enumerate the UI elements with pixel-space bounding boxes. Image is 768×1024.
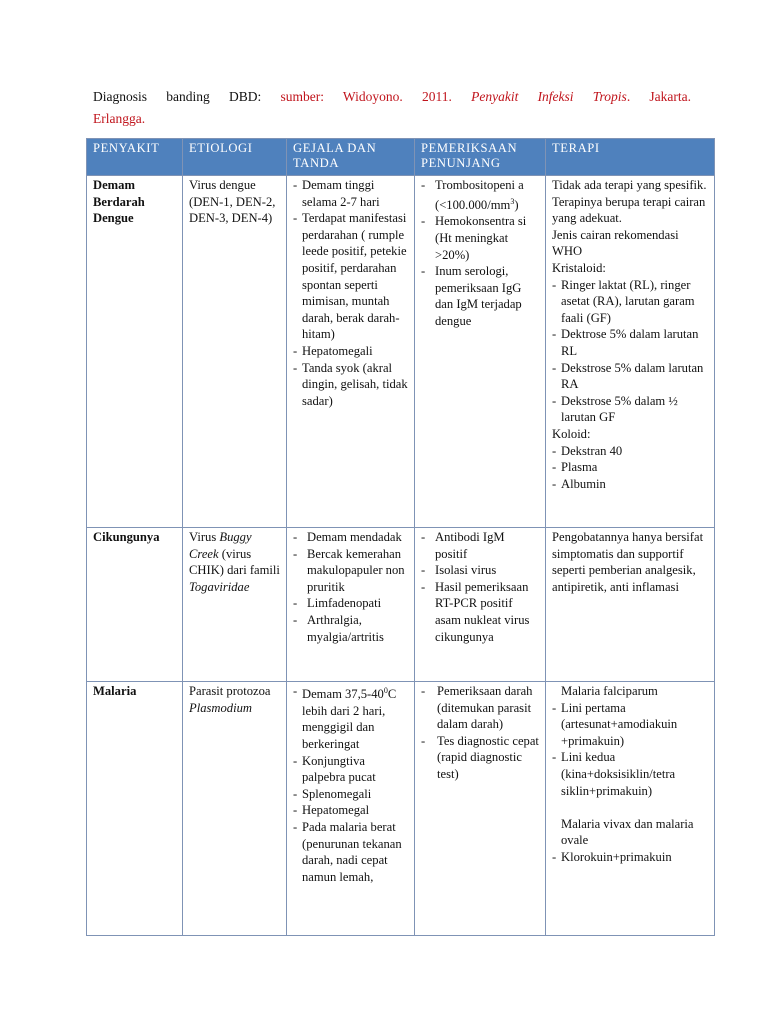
cell-penyakit-dbd: Demam Berdarah Dengue [87, 176, 183, 528]
list-item: - Isolasi virus [421, 562, 539, 579]
header-pemeriksaan: PEMERIKSAAN PENUNJANG [415, 139, 546, 176]
list-item: - Klorokuin+primakuin [552, 849, 708, 866]
list-item: - Arthralgia, myalgia/artritis [293, 612, 408, 645]
list-item: - Konjungtiva palpebra pucat [293, 753, 408, 786]
caption-source: sumber: Widoyono. 2011. [280, 89, 452, 104]
cell-terapi-cikungunya: Pengobatannya hanya bersifat simptomatis dan supportif seperti pemberian analgesik, antipiretik, anti inflamasi [546, 528, 715, 682]
list-item: - Tes diagnostic cepat (rapid diagnostic test) [421, 733, 539, 783]
cell-penyakit-cikungunya: Cikungunya [87, 528, 183, 682]
list-item: - Antibodi IgM positif [421, 529, 539, 562]
list-item: - Terdapat manifestasi perdarahan ( rumple leede positif, petekie positif, perdarahan spontan seperti mimisan, muntah darah, berak darah-hitam) [293, 210, 408, 343]
terapi-jenis: Jenis cairan rekomendasi WHO [552, 227, 679, 259]
terapi-intro: Tidak ada terapi yang spesifik. Terapinya berupa terapi cairan yang adekuat. [552, 178, 707, 226]
list-item: - Pemeriksaan darah (ditemukan parasit dalam darah) [421, 683, 539, 733]
list-item: - Dektrose 5% dalam larutan RL [552, 326, 708, 359]
list-item: - Splenomegali [293, 786, 408, 803]
cell-penyakit-malaria: Malaria [87, 682, 183, 936]
cell-gejala-malaria [287, 682, 415, 936]
caption-lead: Diagnosis banding DBD: [93, 89, 262, 104]
list-item: - Dekstran 40 [552, 443, 708, 460]
cell-pemeriksaan-dbd [415, 176, 546, 528]
list-item: - Dekstrose 5% dalam larutan RA [552, 360, 708, 393]
list-item: - Lini pertama (artesunat+amodiakuin +primakuin) [552, 700, 708, 750]
kristaloid-label: Kristaloid: [552, 260, 606, 275]
list-item: - Hemokonsentra si (Ht meningkat >20%) [421, 213, 539, 263]
header-gejala: GEJALA DAN TANDA [287, 139, 415, 176]
list-item: - Albumin [552, 476, 708, 493]
falciparum-label: Malaria falciparum [561, 684, 658, 698]
list-item: - Demam mendadak [293, 529, 408, 546]
table-row-dbd [87, 176, 715, 528]
cell-pemeriksaan-malaria [415, 682, 546, 936]
caption-line-1 [93, 86, 691, 108]
list-item: - Pada malaria berat (penurunan tekanan darah, nadi cepat namun lemah, [293, 819, 408, 885]
list-item: - Demam tinggi selama 2-7 hari [293, 177, 408, 210]
vivax-label: Malaria vivax dan malaria ovale [561, 816, 694, 848]
list-item: - Demam $37,5-40^0C$ lebih dari 2 hari, menggigil dan berkeringat [293, 683, 408, 753]
caption-book-title: Penyakit Infeksi Tropis [471, 89, 627, 104]
table-row-cikungunya [87, 528, 715, 682]
cell-gejala-dbd [287, 176, 415, 528]
cell-etiologi-cikungunya: Virus Buggy Creek (virus CHIK) dari famili Togaviridae [183, 528, 287, 682]
differential-diagnosis-table [86, 138, 715, 936]
list-item: - Lini kedua (kina+doksisiklin/tetra siklin+primakuin) [552, 749, 708, 799]
list-item: - Hepatomegali [293, 343, 408, 360]
spacer [552, 799, 708, 816]
list-item: - Bercak kemerahan makulopapuler non pruritik [293, 546, 408, 596]
list-item: - Inum serologi, pemeriksaan IgG dan IgM terjadap dengue [421, 263, 539, 329]
cell-pemeriksaan-cikungunya [415, 528, 546, 682]
cell-etiologi-malaria: Parasit protozoa Plasmodium [183, 682, 287, 936]
list-item: - Ringer laktat (RL), ringer asetat (RA), larutan garam faali (GF) [552, 277, 708, 327]
header-terapi: TERAPI [546, 139, 715, 176]
table-header-row [87, 139, 715, 176]
header-penyakit: PENYAKIT [87, 139, 183, 176]
list-item: - Tanda syok (akral dingin, gelisah, tidak sadar) [293, 360, 408, 410]
table-row-malaria [87, 682, 715, 936]
list-item: - Hepatomegal [293, 802, 408, 819]
caption-place: . Jakarta. [626, 89, 692, 104]
cell-terapi-malaria [546, 682, 715, 936]
list-item: - Dekstrose 5% dalam ½ larutan GF [552, 393, 708, 426]
cell-etiologi-dbd: Virus dengue (DEN-1, DEN-2, DEN-3, DEN-4) [183, 176, 287, 528]
caption-publisher: Erlangga. [93, 111, 146, 126]
list-item: - Trombositopeni a $(<100.000/mm^3)$ [421, 177, 539, 213]
list-item: - Hasil pemeriksaan RT-PCR positif asam nukleat virus cikungunya [421, 579, 539, 645]
list-item: - Limfadenopati [293, 595, 408, 612]
cell-gejala-cikungunya [287, 528, 415, 682]
list-item: - Plasma [552, 459, 708, 476]
cell-terapi-dbd [546, 176, 715, 528]
header-etiologi: ETIOLOGI [183, 139, 287, 176]
koloid-label: Koloid: [552, 426, 591, 441]
